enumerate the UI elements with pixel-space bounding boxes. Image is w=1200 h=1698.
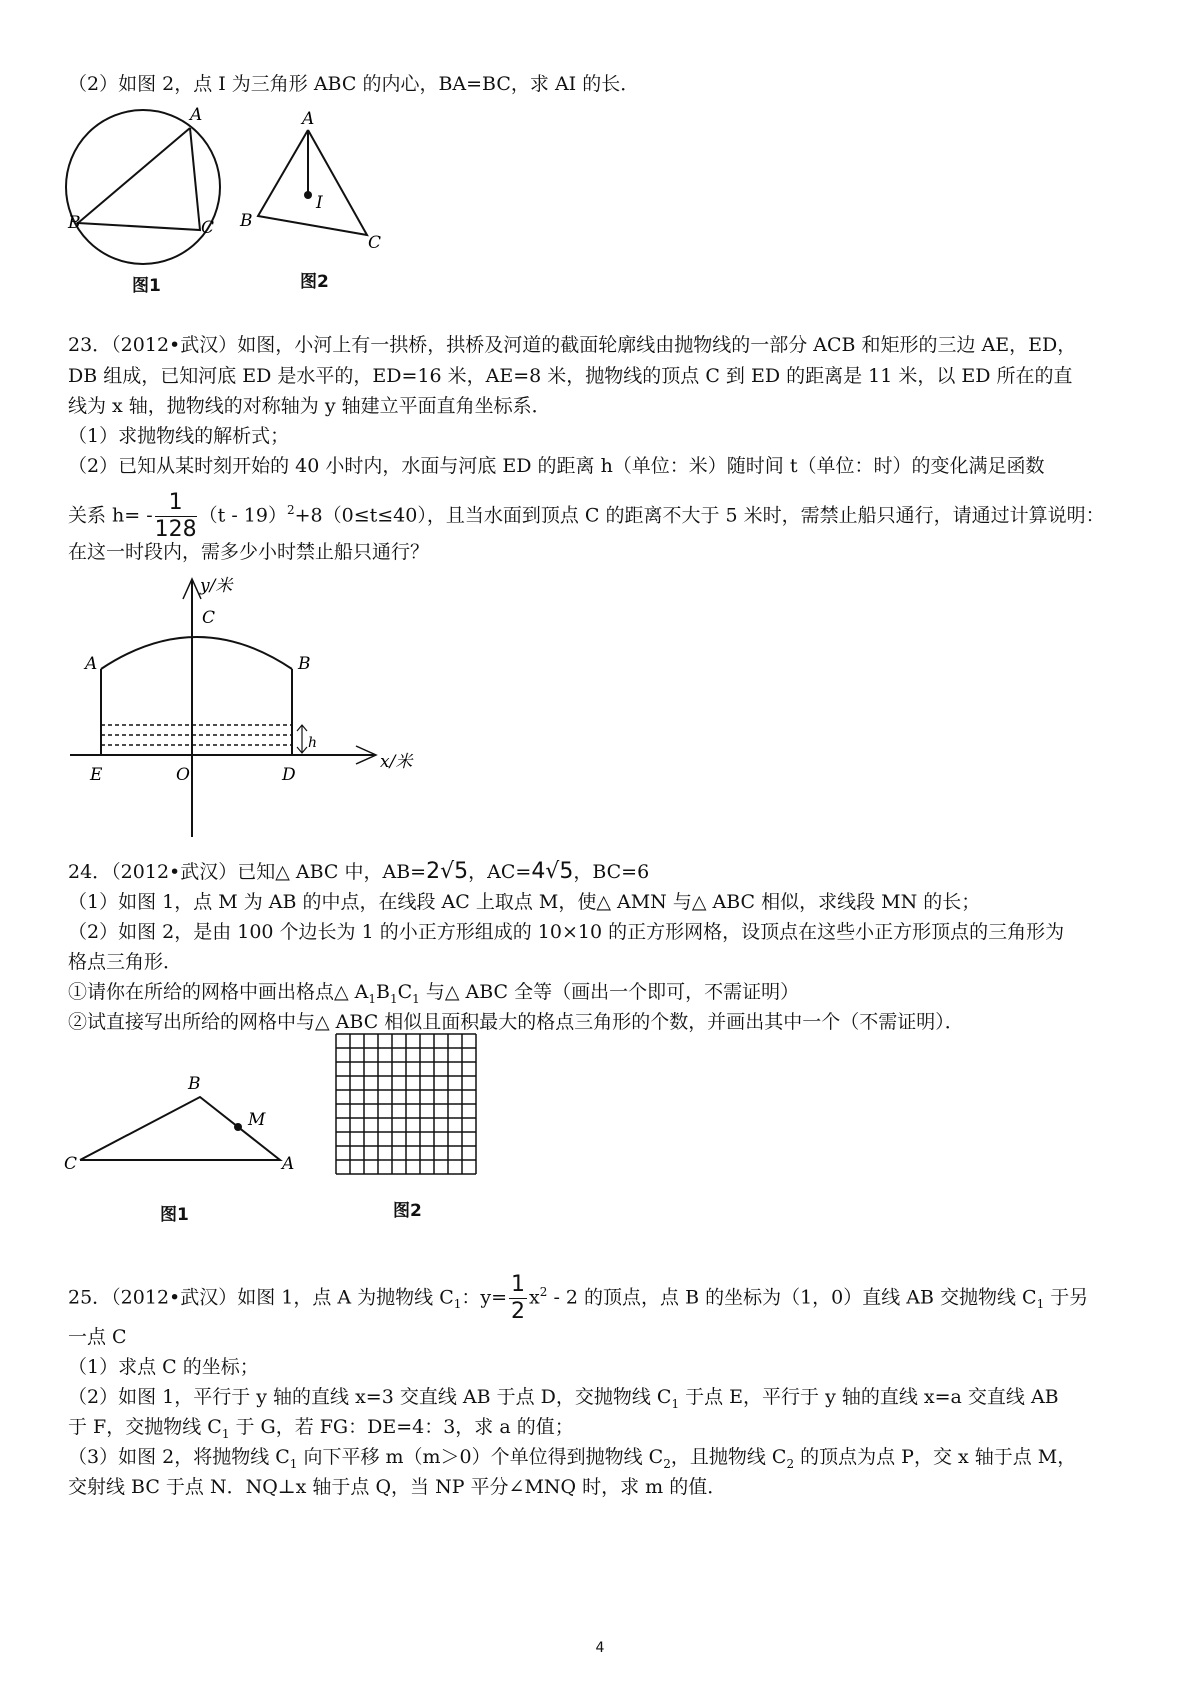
q25-line1-prefix: 25．（2012•武汉）如图 1，点 A 为抛物线 C: [68, 1286, 454, 1309]
label-y-axis: y/米: [200, 576, 233, 596]
q25-line1-suffix: 于另: [1044, 1286, 1089, 1309]
q24-line1-suffix: ，BC=6: [573, 861, 650, 883]
q25-part2-d: 于 G，若 FG：DE=4：3，求 a 的值；: [229, 1416, 574, 1438]
q25-line1-mid: - 2 的顶点，点 B 的坐标为（1，0）直线 AB 交抛物线 C: [547, 1286, 1037, 1309]
fraction-denominator: 2: [511, 1298, 526, 1324]
label-A: A: [302, 109, 315, 129]
q25-part3-index1: 1: [289, 1456, 298, 1471]
q24-fig2-caption: 图2: [393, 1201, 422, 1221]
q22-fig1: [60, 100, 230, 300]
q22-fig2: [230, 108, 400, 268]
q24-line1-prefix: 24．（2012•武汉）已知△ ABC 中，AB=: [68, 861, 427, 883]
q24-sub1-c-index: 1: [412, 991, 420, 1006]
label-B: B: [298, 654, 311, 674]
q23-part2-mid: （t - 19）: [198, 504, 287, 527]
q25-part1: （1）求点 C 的坐标；: [68, 1356, 259, 1378]
label-B: B: [188, 1074, 201, 1094]
q23-fraction: [154, 489, 197, 542]
q23-part1: （1）求抛物线的解析式；: [68, 425, 290, 447]
q25-part2-index1: 1: [671, 1396, 680, 1411]
q24-part2-line2: 格点三角形．: [68, 951, 183, 973]
label-A: A: [190, 105, 203, 125]
q24-sub1-suffix: 与△ ABC 全等（画出一个即可，不需证明）: [419, 981, 800, 1003]
triangle-abc: [78, 128, 200, 230]
q24-sub1-prefix: ①请你在所给的网格中画出格点△ A: [68, 981, 369, 1003]
q23-line2: DB 组成，已知河底 ED 是水平的，ED=16 米，AE=8 米，抛物线的顶点 C 到 ED 的距离是 11 米，以 ED 所在的直: [68, 365, 1073, 387]
q23-line1: 23．（2012•武汉）如图，小河上有一拱桥，拱桥及河道的截面轮廓线由抛物线的一部分 ACB 和矩形的三边 AE，ED，: [68, 334, 1077, 356]
label-B: B: [68, 213, 81, 233]
q25-x-exponent: 2: [539, 1285, 548, 1299]
q25-line1: [68, 1262, 1088, 1334]
q25-line1-y: ：y=: [461, 1286, 508, 1309]
q25-part2-a: （2）如图 1，平行于 y 轴的直线 x=3 交直线 AB 于点 D，交抛物线 C: [68, 1386, 672, 1408]
q25-x: x: [529, 1286, 540, 1309]
q24-ac-value: 4√5: [531, 859, 574, 884]
label-E: E: [90, 765, 103, 785]
q25-fraction: [509, 1271, 527, 1324]
q22-part2: （2）如图 2，点 I 为三角形 ABC 的内心，BA=BC，求 AI 的长．: [68, 73, 640, 95]
q25-part2-line1: [68, 1385, 1059, 1416]
q25-part2-line2: [68, 1415, 574, 1446]
q24-ab-value: 2√5: [426, 859, 469, 884]
page-number: 4: [595, 1640, 605, 1656]
q24-fig1: [60, 1065, 310, 1175]
q23-figure: [60, 575, 413, 840]
incenter-point: [304, 191, 312, 199]
q23-part2-prefix: 关系 h= -: [68, 504, 153, 527]
label-M: M: [248, 1110, 266, 1130]
point-M: [234, 1123, 242, 1131]
parabola-acb: [101, 637, 292, 669]
label-C: C: [201, 218, 215, 238]
label-C: C: [202, 608, 216, 628]
q25-part3-line1: [68, 1445, 1076, 1476]
q25-part3-d: 的顶点为点 P，交 x 轴于点 M，: [794, 1446, 1077, 1468]
fraction-numerator: 1: [511, 1271, 526, 1297]
circumcircle: [66, 110, 220, 264]
q23-exponent: 2: [286, 503, 295, 517]
triangle-abc: [258, 130, 367, 235]
q24-line1: [68, 860, 649, 884]
label-B: B: [240, 211, 253, 231]
q25-part2-index2: 1: [221, 1426, 230, 1441]
q23-line3: 线为 x 轴，抛物线的对称轴为 y 轴建立平面直角坐标系．: [68, 395, 551, 417]
q24-part2-line1: （2）如图 2，是由 100 个边长为 1 的小正方形组成的 10×10 的正方形网格，设顶点在这些小正方形顶点的三角形为: [68, 921, 1065, 943]
q25-part3-a: （3）如图 2，将抛物线 C: [68, 1446, 290, 1468]
q25-part3-c: ，且抛物线 C: [670, 1446, 787, 1468]
label-A: A: [282, 1154, 295, 1174]
label-A: A: [85, 654, 98, 674]
q24-grid: [332, 1030, 482, 1178]
q25-line2: 一点 C: [68, 1326, 127, 1348]
label-I: I: [316, 193, 323, 213]
q23-part2-line2: [68, 480, 1105, 545]
q24-line1-mid: ，AC=: [468, 861, 532, 883]
fraction-denominator: 128: [154, 516, 197, 542]
label-C: C: [64, 1154, 78, 1174]
q24-part1: （1）如图 1，点 M 为 AB 的中点，在线段 AC 上取点 M，使△ AMN 与△ ABC 相似，求线段 MN 的长；: [68, 891, 981, 913]
q23-part2-line3: 在这一时段内，需多少小时禁止船只通行？: [68, 541, 430, 563]
q24-sub1-a-index: 1: [368, 991, 377, 1006]
label-h: h: [308, 735, 318, 751]
q24-fig1-caption: 图1: [160, 1205, 189, 1225]
q25-part3-b: 向下平移 m（m＞0）个单位得到抛物线 C: [297, 1446, 664, 1468]
q25-c1-index: 1: [453, 1297, 462, 1312]
q24-sub2: ②试直接写出所给的网格中与△ ABC 相似且面积最大的格点三角形的个数，并画出其中一个（不需证明）．: [68, 1011, 964, 1033]
q25-part3-line2: 交射线 BC 于点 N．NQ⊥x 轴于点 Q，当 NP 平分∠MNQ 时，求 m 的值．: [68, 1476, 727, 1498]
fraction-numerator: 1: [155, 492, 197, 517]
q25-part3-index2: 2: [663, 1456, 671, 1471]
label-x-axis: x/米: [380, 752, 413, 772]
q22-fig2-caption: 图2: [300, 272, 329, 292]
q23-part2-line1: （2）已知从某时刻开始的 40 小时内，水面与河底 ED 的距离 h（单位：米）随时间 t（单位：时）的变化满足函数: [68, 455, 1045, 477]
label-O: O: [176, 765, 190, 785]
q24-sub1-b: B: [376, 981, 390, 1003]
q25-part2-c: 于 F，交抛物线 C: [68, 1416, 222, 1438]
q25-part2-b: 于点 E，平行于 y 轴的直线 x=a 交直线 AB: [679, 1386, 1059, 1408]
q24-sub1-c: C: [397, 981, 413, 1003]
q22-fig1-caption: 图1: [132, 276, 161, 296]
q24-sub1-b-index: 1: [389, 991, 398, 1006]
q24-sub1: [68, 980, 799, 1011]
label-D: D: [282, 765, 296, 785]
label-C: C: [368, 233, 382, 253]
q23-part2-suffix: +8（0≤t≤40），且当水面到顶点 C 的距离不大于 5 米时，需禁止船只通行，请通过计算说明：: [294, 504, 1105, 527]
q25-part3-index3: 2: [786, 1456, 795, 1471]
q25-c1-index-b: 1: [1036, 1297, 1045, 1312]
